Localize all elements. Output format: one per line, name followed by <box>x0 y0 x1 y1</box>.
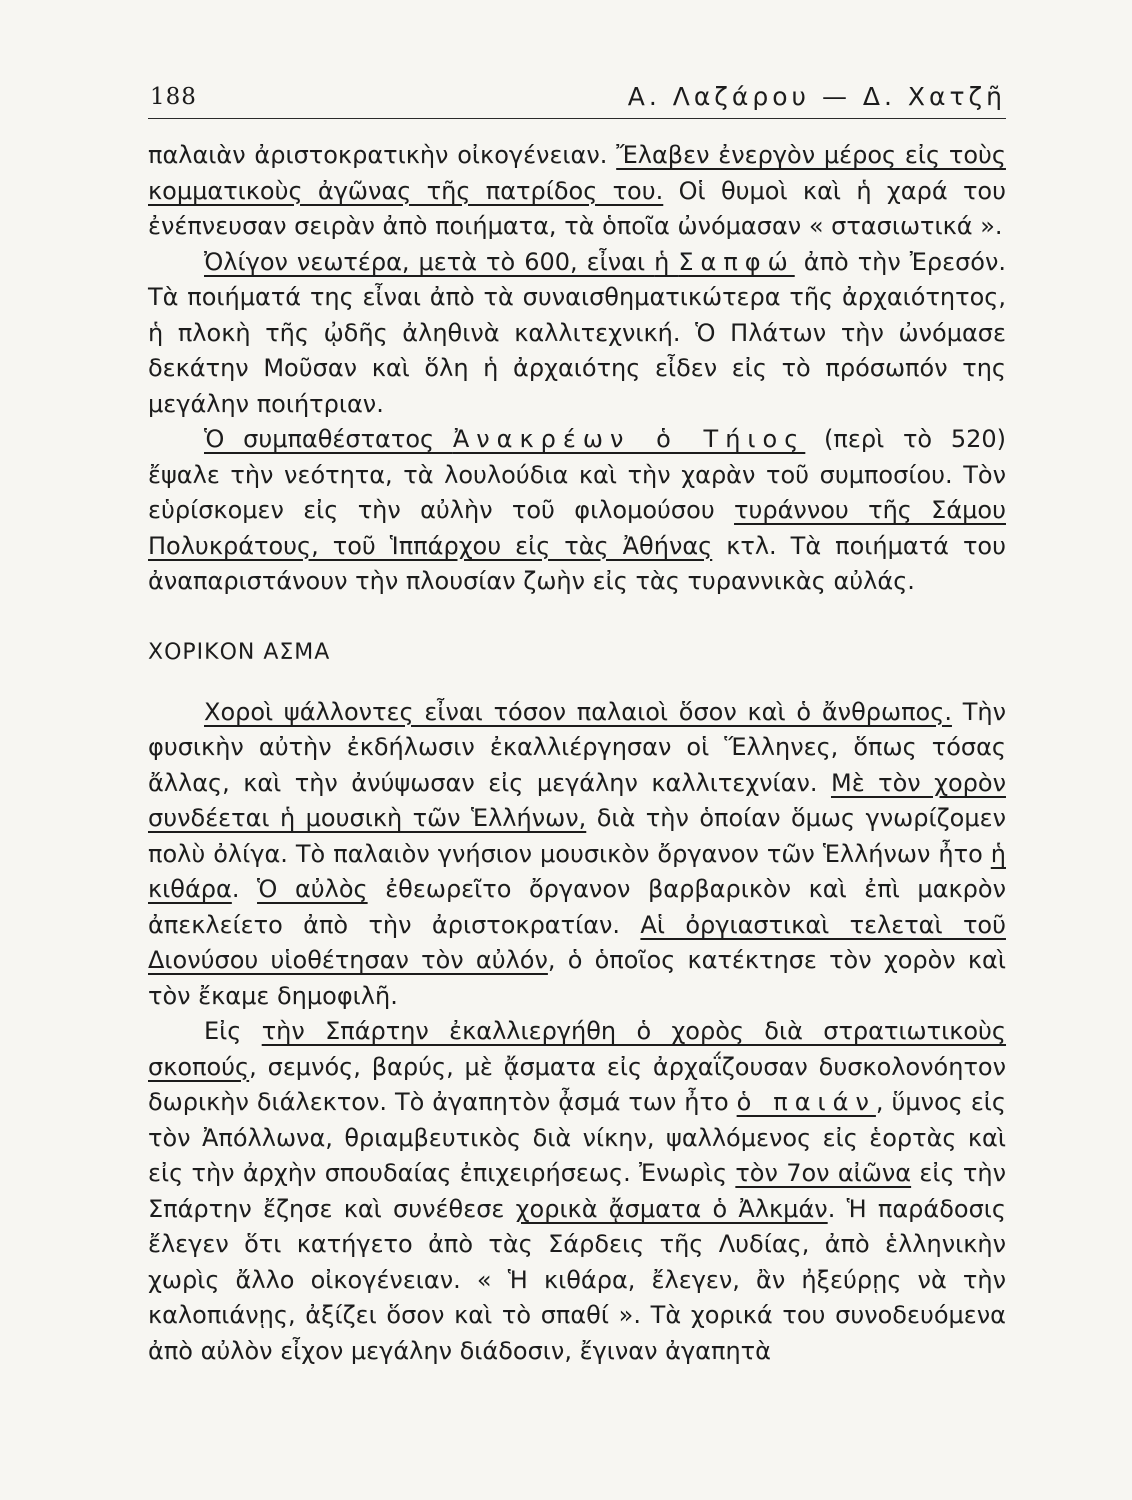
underlined-passage: τὴν Σπάρτην ἐκαλλιεργήθη ὁ χορὸς διὰ στρατιωτικοὺς σκοπούς <box>148 1017 1007 1081</box>
text-run: , ὁ ὁποῖος κατέκτησε τὸν χορὸν καὶ τὸν ἔκαμε δημοφιλῆ. <box>148 946 1006 1010</box>
text-run: . <box>231 875 258 903</box>
text-run: ἀπὸ τὴν Ἐρεσόν. Τὰ ποιήματά της εἶναι ἀπὸ τὰ συναισθηματικώτερα τῆς ἀρχαιότητος, ἡ πλοκὴ τῆς ᾠδῆς ἀληθινὰ καλλιτεχνική. Ὁ Πλάτων τὴν ὠνόμασε δεκάτην Μοῦσαν καὶ ὅλη ἡ ἀρχαιότης εἶδεν εἰς τὸ πρόσωπόν της μεγάλην ποιήτριαν. <box>148 247 1007 418</box>
section-heading: ΧΟΡΙΚΟΝ ΑΣΜΑ <box>148 639 331 665</box>
text-run: παλαιὰν ἀριστοκρατικὴν οἰκογένειαν. <box>148 141 617 169</box>
name-paian: ὁ παιάν <box>736 1088 876 1116</box>
paragraph-aristocratic-family <box>148 138 1006 245</box>
text-run: Τὴν φυσικὴν αὐτὴν ἐκδήλωσιν ἐκαλλιέργησαν οἱ Ἕλληνες, ὅπως τόσας ἄλλας, καὶ τὴν ἀνύψωσαν εἰς μεγάλην καλλιτεχνίαν. <box>148 697 1007 797</box>
text-run: (περὶ τὸ 520) ἔψαλε τὴν νεότητα, τὰ λουλούδια καὶ τὴν χαρὰν τοῦ συμποσίου. Τὸν εὑρίσκομεν εἰς τὴν αὐλὴν τοῦ φιλομούσου <box>148 425 1007 524</box>
underlined-passage: Χοροὶ ψάλλοντες εἶναι τόσον παλαιοὶ ὅσον καὶ ὁ ἄνθρωπος. <box>204 697 952 726</box>
body-text <box>148 138 1006 1369</box>
page-number: 188 <box>150 84 197 110</box>
text-run: κτλ. Τὰ ποιήματά του ἀναπαριστάνουν τὴν πλουσίαν ζωὴν εἰς τὰς τυραννικὰς αὐλάς. <box>148 531 1006 595</box>
underlined-passage: τυράννου τῆς Σάμου Πολυκράτους, τοῦ Ἱππάρχου εἰς τὰς Ἀθήνας <box>148 496 1006 560</box>
paragraph-anacreon <box>148 422 1006 600</box>
text-run: , σεμνός, βαρύς, μὲ ᾄσματα εἰς ἀρχαΐζουσαν δυσκολονόητον δωρικὴν διάλεκτον. Τὸ ἀγαπητὸν ᾆσμά των ἦτο <box>148 1052 1006 1116</box>
header-authors: Α. Λαζάρου — Δ. Χατζῆ <box>627 82 1006 111</box>
underlined-passage: ἡ κιθάρα <box>148 839 1006 903</box>
underlined-passage: Ὀλίγον νεωτέρα, μετὰ τὸ 600, εἶναι <box>204 247 655 276</box>
name-sappho: Σαπφώ <box>678 247 795 276</box>
underlined-passage: Αἱ ὀργιαστικαὶ τελεταὶ τοῦ Διονύσου υἱοθέτησαν τὸν αὐλόν <box>148 910 1006 974</box>
paragraph-choral-dances <box>148 695 1006 1015</box>
text-run: ἐθεωρεῖτο ὄργανον βαρβαρικὸν καὶ ἐπὶ μακρὸν ἀπεκλείετο ἀπὸ τὴν ἀριστοκρατίαν. <box>148 875 1006 939</box>
name-alcman: χορικὰ ᾄσματα ὁ Ἀλκμάν <box>515 1194 828 1223</box>
underlined-passage: Ὁ συμπαθέστατος <box>204 425 453 453</box>
paragraph-sappho <box>148 245 1006 423</box>
text-run: Οἱ θυμοὶ καὶ ἡ χαρά του ἐνέπνευσαν σειρὰν ἀπὸ ποιήματα, τὰ ὁποῖα ὠνόμασαν « στασιωτικά ». <box>148 176 1006 240</box>
underlined-passage: ἡ <box>654 247 679 276</box>
underlined-passage: Ὁ αὐλὸς <box>257 875 368 903</box>
underlined-passage: Μὲ τὸν χορὸν συνδέεται ἡ μουσικὴ τῶν Ἑλλήνων, <box>148 768 1006 832</box>
text-run: . Ἡ παράδοσις ἔλεγεν ὅτι κατήγετο ἀπὸ τὰς Σάρδεις τῆς Λυδίας, ἀπὸ ἑλληνικὴν χωρὶς ἄλλο οἰκογένειαν. « Ἡ κιθάρα, ἔλεγεν, ἂν ἠξεύρῃς νὰ τὴν καλοπιάνῃς, ἀξίζει ὅσον καὶ τὸ σπαθί ». Τὰ χορικά του συνοδευόμενα ἀπὸ αὐλὸν εἶχον μεγάλην διάδοσιν, ἔγιναν ἀγαπητὰ <box>148 1194 1007 1365</box>
text-run: Εἰς <box>204 1017 262 1045</box>
text-run: διὰ τὴν ὁποίαν ὅμως γνωρίζομεν πολὺ ὀλίγα. Τὸ παλαιὸν γνήσιον μουσικὸν ὄργανον τῶν Ἑλλήνων ἦτο <box>148 804 1006 868</box>
running-head <box>148 74 1006 119</box>
text-run: εἰς τὴν Σπάρτην ἔζησε καὶ συνέθεσε <box>148 1159 1006 1223</box>
text-run: , ὕμνος εἰς τὸν Ἀπόλλωνα, θριαμβευτικὸς διὰ νίκην, ψαλλόμενος εἰς ἑορτὰς καὶ εἰς τὴν ἀρχὴν σπουδαίας ἐπιχειρήσεως. Ἐνωρὶς <box>148 1088 1006 1187</box>
name-anacreon: Ἀνακρέων ὁ Τήιος <box>452 425 806 453</box>
underlined-passage: τὸν 7ον αἰῶνα <box>735 1159 912 1187</box>
paragraph-sparta <box>148 1014 1006 1369</box>
underlined-passage: Ἔλαβεν ἐνεργὸν μέρος εἰς τοὺς κομματικοὺς ἀγῶνας τῆς πατρίδος του. <box>148 141 1006 205</box>
